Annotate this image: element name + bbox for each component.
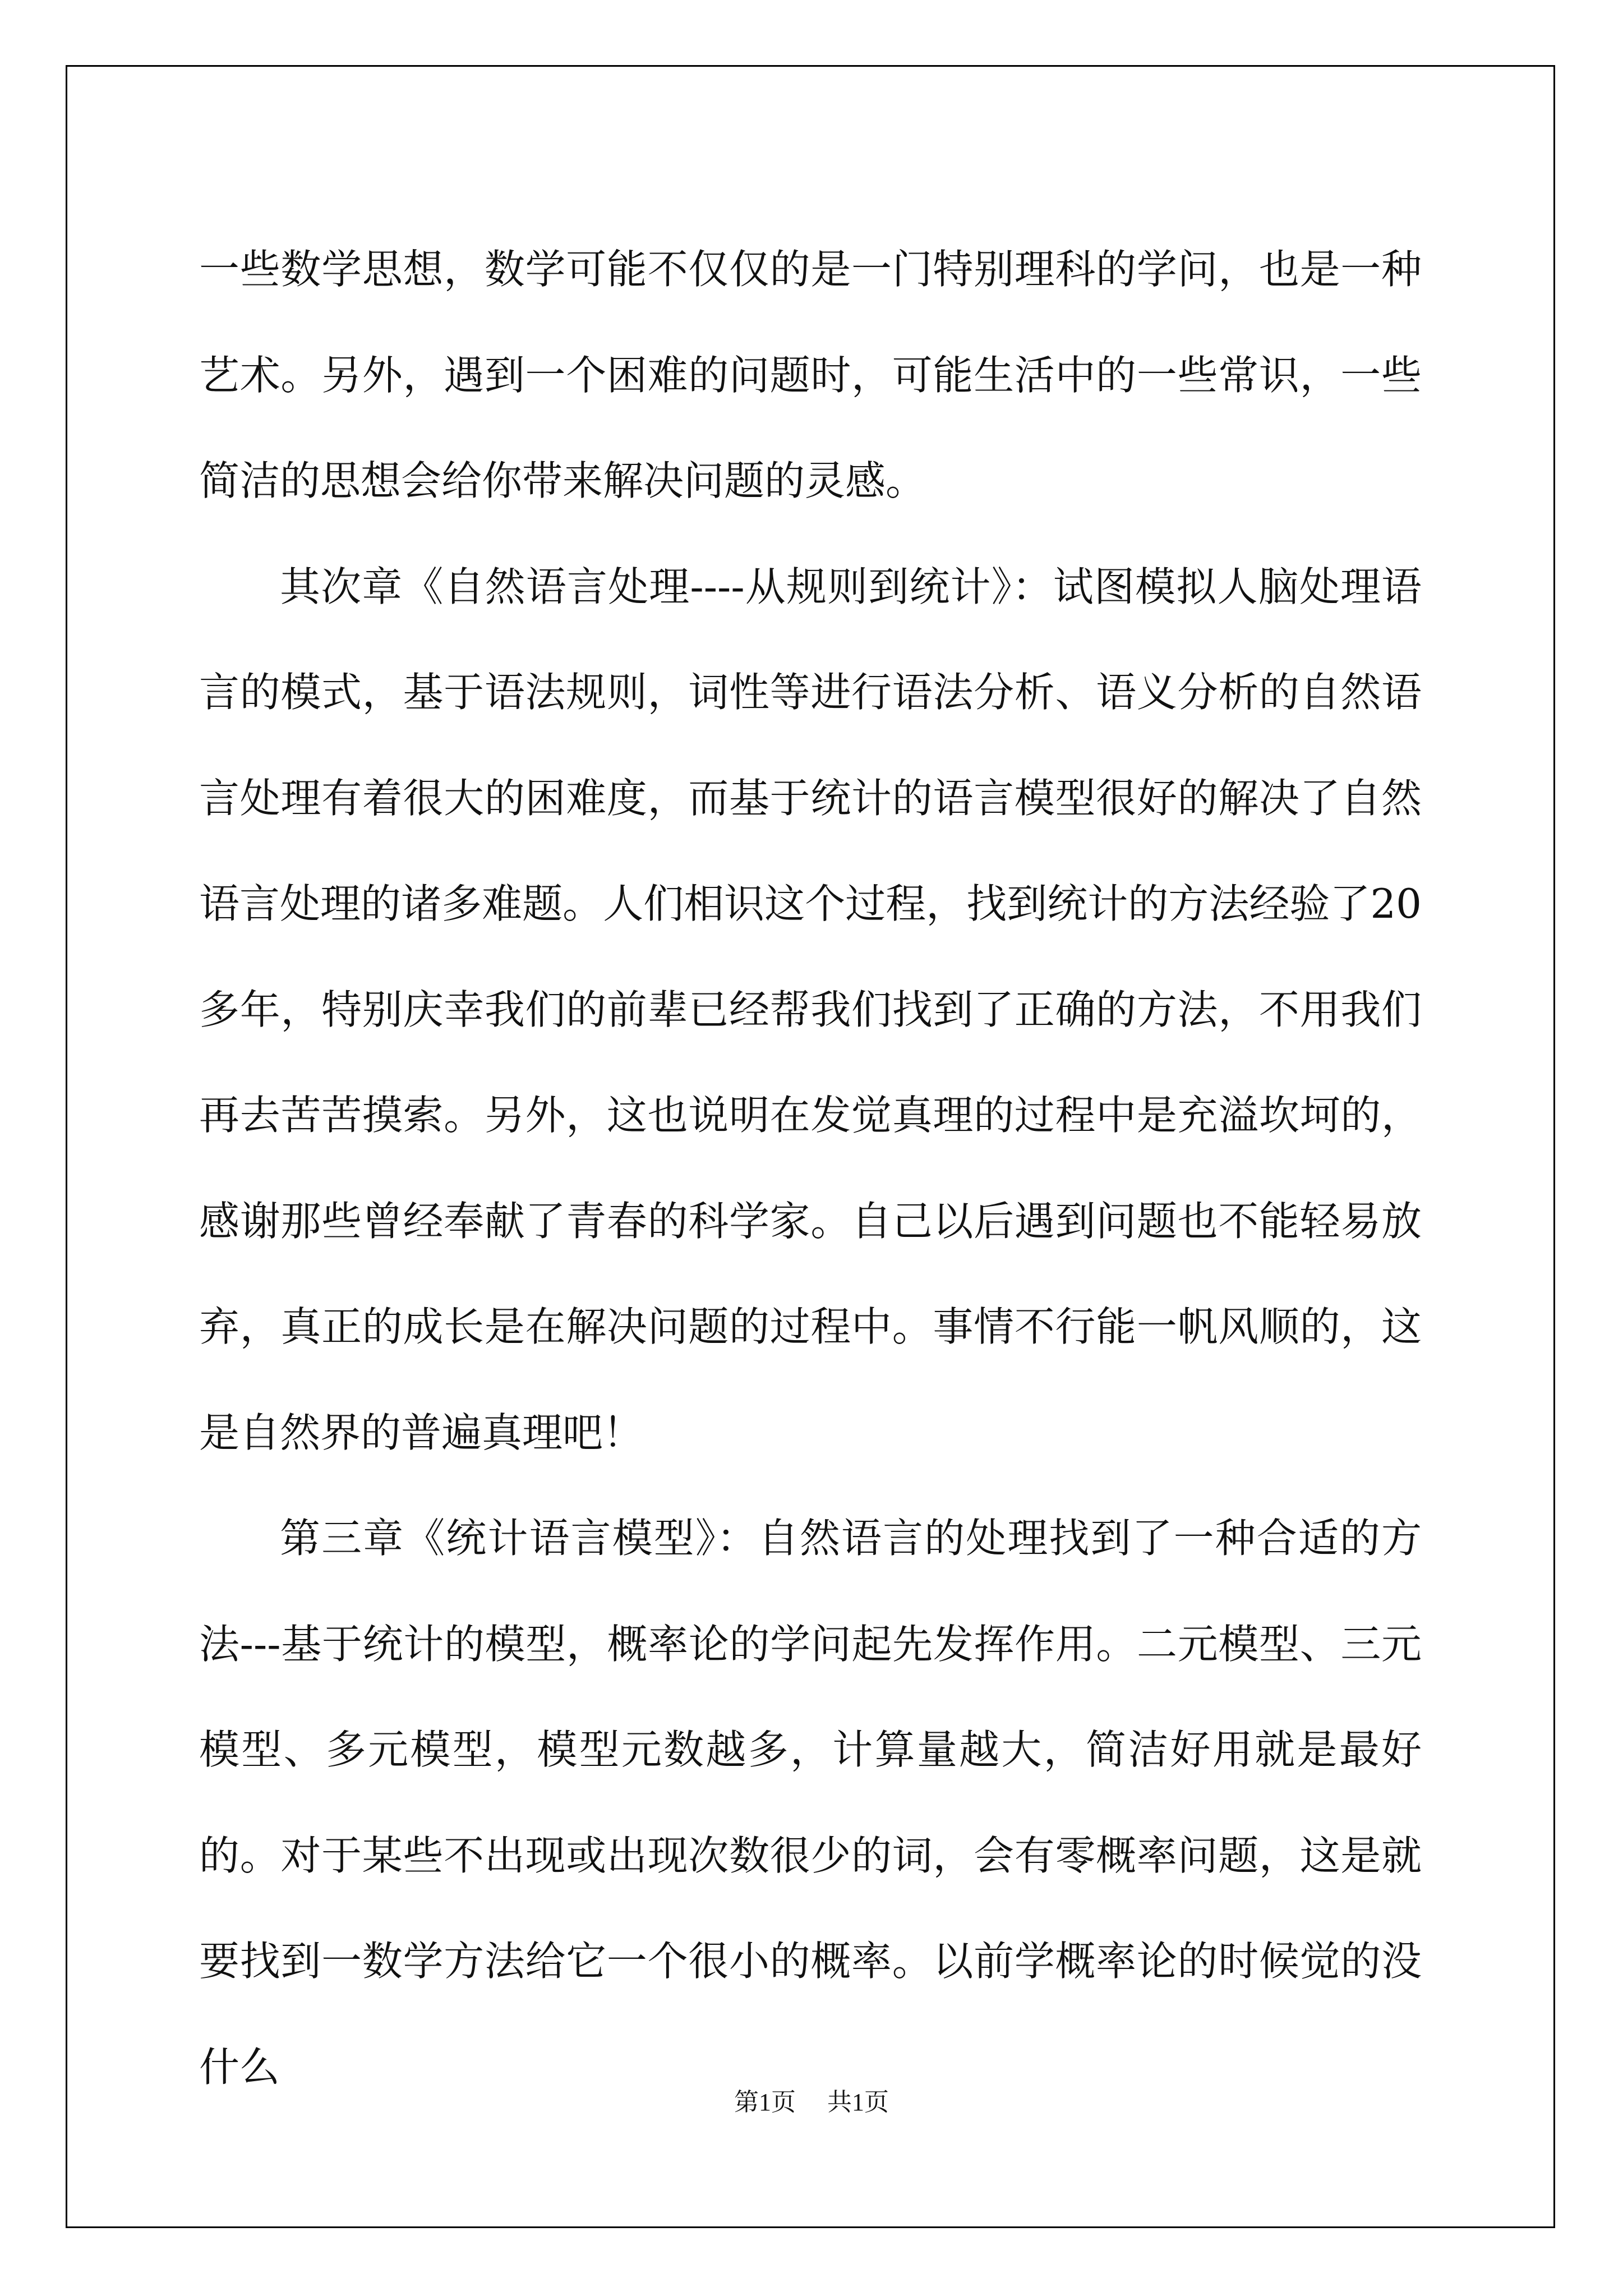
page-number: 第1页 bbox=[734, 2088, 796, 2116]
document-body bbox=[199, 217, 1422, 2120]
page-total: 共1页 bbox=[827, 2088, 889, 2116]
paragraph-1: 一些数学思想，数学可能不仅仅的是一门特别理科的学问，也是一种艺术。另外，遇到一个困难的问题时，可能生活中的一些常识，一些简洁的思想会给你带来解决问题的灵感。 bbox=[199, 246, 1422, 504]
page-footer bbox=[0, 2086, 1623, 2119]
paragraph-3: 第三章《统计语言模型》：自然语言的处理找到了一种合适的方法---基于统计的模型，概率论的学问起先发挥作用。二元模型、三元模型、多元模型，模型元数越多，计算量越大，简洁好用就是最好的。对于某些不出现或出现次数很少的词，会有零概率问题，这是就要找到一数学方法给它一个很小的概率。以前学概率论的时候觉的没什么 bbox=[199, 1515, 1422, 2091]
paragraph-2: 其次章《自然语言处理----从规则到统计》：试图模拟人脑处理语言的模式，基于语法规则，词性等进行语法分析、语义分析的自然语言处理有着很大的困难度，而基于统计的语言模型很好的解决了自然语言处理的诸多难题。人们相识这个过程，找到统计的方法经验了20多年，特别庆幸我们的前辈已经帮我们找到了正确的方法，不用我们再去苦苦摸索。另外，这也说明在发觉真理的过程中是充溢坎坷的，感谢那些曾经奉献了青春的科学家。自己以后遇到问题也不能轻易放弃，真正的成长是在解决问题的过程中。事情不行能一帆风顺的，这是自然界的普遍真理吧！ bbox=[199, 563, 1422, 1456]
